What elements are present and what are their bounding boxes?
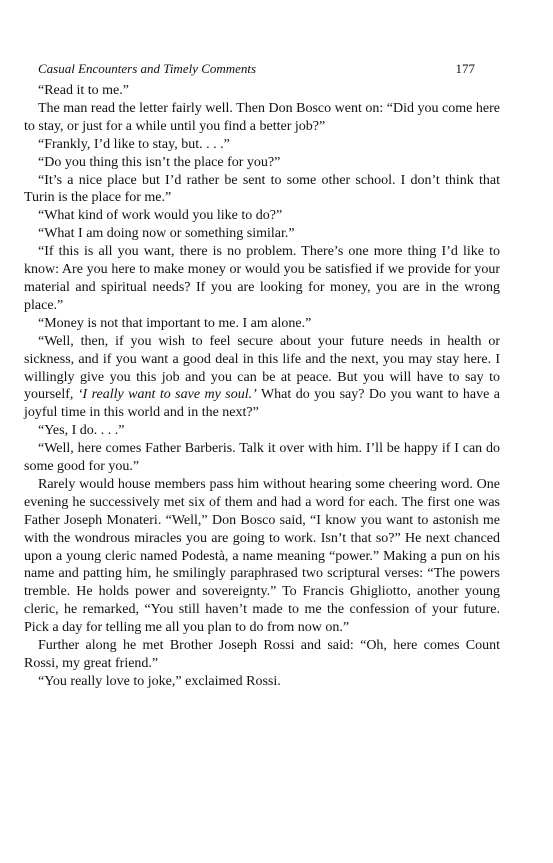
- paragraph: “Frankly, I’d like to stay, but. . . .”: [38, 136, 230, 152]
- paragraph: Further along he met Brother Joseph Rossi and said: “Oh, here comes Count Rossi, my great friend.”: [24, 638, 500, 671]
- paragraph-text: What do you say? Do you want to have a joyful time in this world and in the next?”: [24, 387, 500, 421]
- paragraph: “What I am doing now or something similar.”: [38, 226, 295, 242]
- paragraph: “Do you thing this isn’t the place for you?”: [38, 154, 281, 170]
- paragraph: The man read the letter fairly well. Then Don Bosco went on: “Did you come here to stay, or just for a while until you find a better job?”: [24, 100, 500, 134]
- running-head: [38, 60, 475, 78]
- paragraph: [24, 333, 500, 423]
- emphasized-quote: ‘I really want to save my soul.’: [77, 387, 257, 403]
- paragraph: Rarely would house members pass him without hearing some cheering word. One evening he successively met six of them and had a word for each. The first one was Father Joseph Monateri. “Well,” Don Bosco said, “I know you want to astonish me with the wondrous miracles you are going to work. Isn’t that so?” He next chanced upon a young cleric named Podestà, a name meaning “power.” Making a pun on his name and patting him, he smilingly paraphrased two scriptural verses: “The powers tremble. He holds power and sovereignty.” To Francis Ghigliotto, another young cleric, he remarked, “You still haven’t made to me the confession of your future. Pick a day for telling me all you plan to do from now on.”: [24, 476, 500, 636]
- page-number: 177: [455, 61, 475, 76]
- paragraph: “If this is all you want, there is no problem. There’s one more thing I’d like to know: Are you here to make money or would you be satisfied if we provide for your material and spiritual needs? If you are looking for money, you are in the wrong place.”: [24, 244, 500, 313]
- paragraph: “It’s a nice place but I’d rather be sent to some other school. I don’t think that Turin is the place for me.”: [24, 172, 500, 206]
- paragraph: “What kind of work would you like to do?”: [38, 208, 283, 224]
- paragraph: “Read it to me.”: [38, 83, 129, 98]
- paragraph-text: “Well, then, if you wish to feel secure about your future needs in health or sickness, and if you want a good deal in this life and the next, you may stay here. I willingly give you this job and you can be at peace. But you will have to say to yourself,: [24, 333, 500, 403]
- running-title: Casual Encounters and Timely Comments: [38, 61, 257, 76]
- page-body: [24, 82, 500, 691]
- paragraph: “Well, here comes Father Barberis. Talk it over with him. I’ll be happy if I can do some good for you.”: [24, 441, 500, 475]
- paragraph: “You really love to joke,” exclaimed Rossi.: [38, 673, 281, 689]
- paragraph: “Yes, I do. . . .”: [38, 423, 125, 439]
- paragraph: “Money is not that important to me. I am alone.”: [38, 315, 312, 331]
